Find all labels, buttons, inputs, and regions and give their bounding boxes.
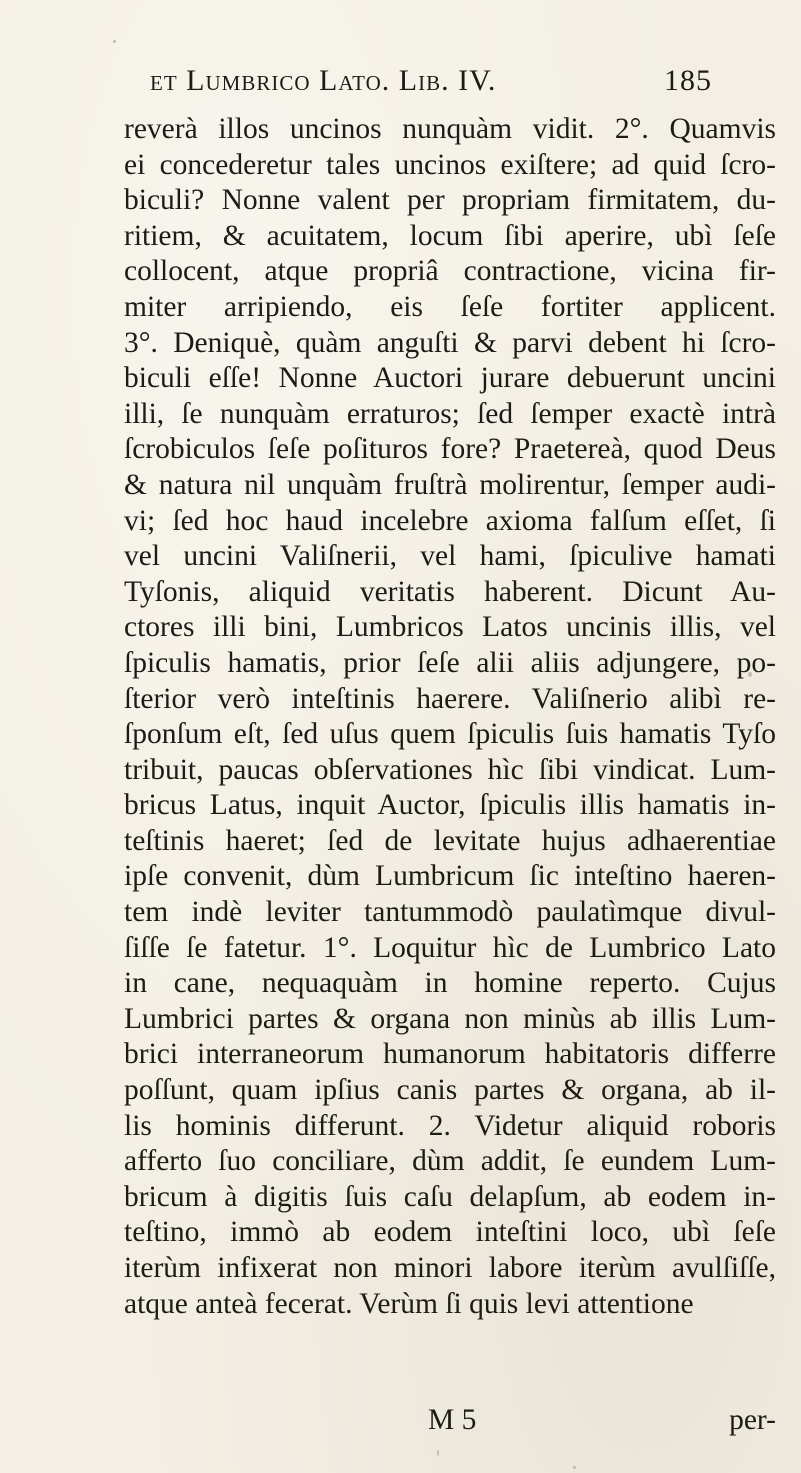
catchword: per- bbox=[729, 1404, 776, 1436]
page-number: 185 bbox=[664, 64, 712, 97]
signature-mark: M 5 bbox=[428, 1404, 477, 1436]
text-line: miter arripiendo, eis ſeſe fortiter applicent. bbox=[124, 290, 776, 323]
footer-line bbox=[124, 1402, 776, 1438]
paper-speck bbox=[573, 1466, 576, 1469]
text-line: atque anteà fecerat. Verùm ſi quis levi attentione bbox=[124, 1287, 694, 1320]
text-line: ſpiculis hamatis, prior ſeſe alii aliis adjungere, po- bbox=[124, 646, 776, 679]
paper-speck bbox=[113, 40, 116, 43]
text-line: poſſunt, quam ipſius canis partes & organa, ab il- bbox=[124, 1074, 776, 1107]
text-line: bricum à digitis ſuis caſu delapſum, ab eodem in- bbox=[124, 1180, 776, 1213]
text-line: biculi? Nonne valent per propriam firmitatem, du- bbox=[124, 184, 776, 217]
text-line: ei concederetur tales uncinos exiſtere; ad quid ſcro- bbox=[124, 148, 776, 181]
text-line: ritiem, & acuitatem, locum ſibi aperire, ubì ſeſe bbox=[124, 219, 776, 252]
body-text bbox=[124, 112, 776, 1322]
text-line: brici interraneorum humanorum habitatoris differre bbox=[124, 1038, 776, 1071]
text-line: Tyſonis, aliquid veritatis haberent. Dicunt Au- bbox=[124, 575, 776, 608]
text-line: reverà illos uncinos nunquàm vidit. 2°. Quamvis bbox=[124, 113, 776, 145]
text-line: afferto ſuo conciliare, dùm addit, ſe eundem Lum- bbox=[124, 1145, 776, 1178]
text-line: tribuit, paucas obſervationes hìc ſibi vindicat. Lum- bbox=[124, 753, 776, 786]
text-line: vi; ſed hoc haud incelebre axioma falſum eſſet, ſi bbox=[124, 504, 776, 537]
text-line: iterùm infixerat non minori labore iterùm avulſiſſe, bbox=[124, 1252, 776, 1284]
paper-speck bbox=[437, 1450, 439, 1456]
text-line: illi, ſe nunquàm erraturos; ſed ſemper exactè intrà bbox=[124, 397, 776, 430]
running-head-title: et Lumbrico Lato. Lib. IV. bbox=[150, 64, 497, 97]
text-line: ſterior verò inteſtinis haerere. Valiſnerio alibì re- bbox=[124, 682, 776, 715]
text-line: teſtinis haeret; ſed de levitate hujus adhaerentiae bbox=[124, 824, 776, 857]
text-line: Lumbrici partes & organa non minùs ab illis Lum- bbox=[124, 1002, 776, 1035]
text-line: ſiſſe ſe fatetur. 1°. Loquitur hìc de Lumbrico Lato bbox=[124, 931, 776, 964]
text-line: & natura nil unquàm fruſtrà molirentur, ſemper audi- bbox=[124, 468, 776, 501]
text-line: collocent, atque propriâ contractione, vicina fir- bbox=[124, 255, 776, 288]
text-line: vel uncini Valiſnerii, vel hami, ſpiculive hamati bbox=[124, 540, 776, 573]
running-head bbox=[150, 64, 710, 104]
text-line: biculi eſſe! Nonne Auctori jurare debuerunt uncini bbox=[124, 362, 776, 395]
text-line: lis hominis differunt. 2. Videtur aliquid roboris bbox=[124, 1109, 776, 1142]
text-line: teſtino, immò ab eodem inteſtini loco, ubì ſeſe bbox=[124, 1216, 776, 1249]
text-line: ſponſum eſt, ſed uſus quem ſpiculis ſuis hamatis Tyſo bbox=[124, 718, 776, 751]
text-line: ſcrobiculos ſeſe poſituros fore? Praetereà, quod Deus bbox=[124, 433, 776, 466]
text-line: in cane, nequaquàm in homine reperto. Cujus bbox=[124, 967, 776, 1000]
text-line: ipſe convenit, dùm Lumbricum ſic inteſtino haeren- bbox=[124, 860, 776, 893]
text-line: bricus Latus, inquit Auctor, ſpiculis illis hamatis in- bbox=[124, 789, 776, 822]
text-line: ctores illi bini, Lumbricos Latos uncinis illis, vel bbox=[124, 611, 776, 644]
paper-speck bbox=[748, 672, 752, 677]
text-line: tem indè leviter tantummodò paulatìmque divul- bbox=[124, 896, 776, 929]
text-line: 3°. Deniquè, quàm anguſti & parvi debent hi ſcro- bbox=[124, 326, 776, 359]
